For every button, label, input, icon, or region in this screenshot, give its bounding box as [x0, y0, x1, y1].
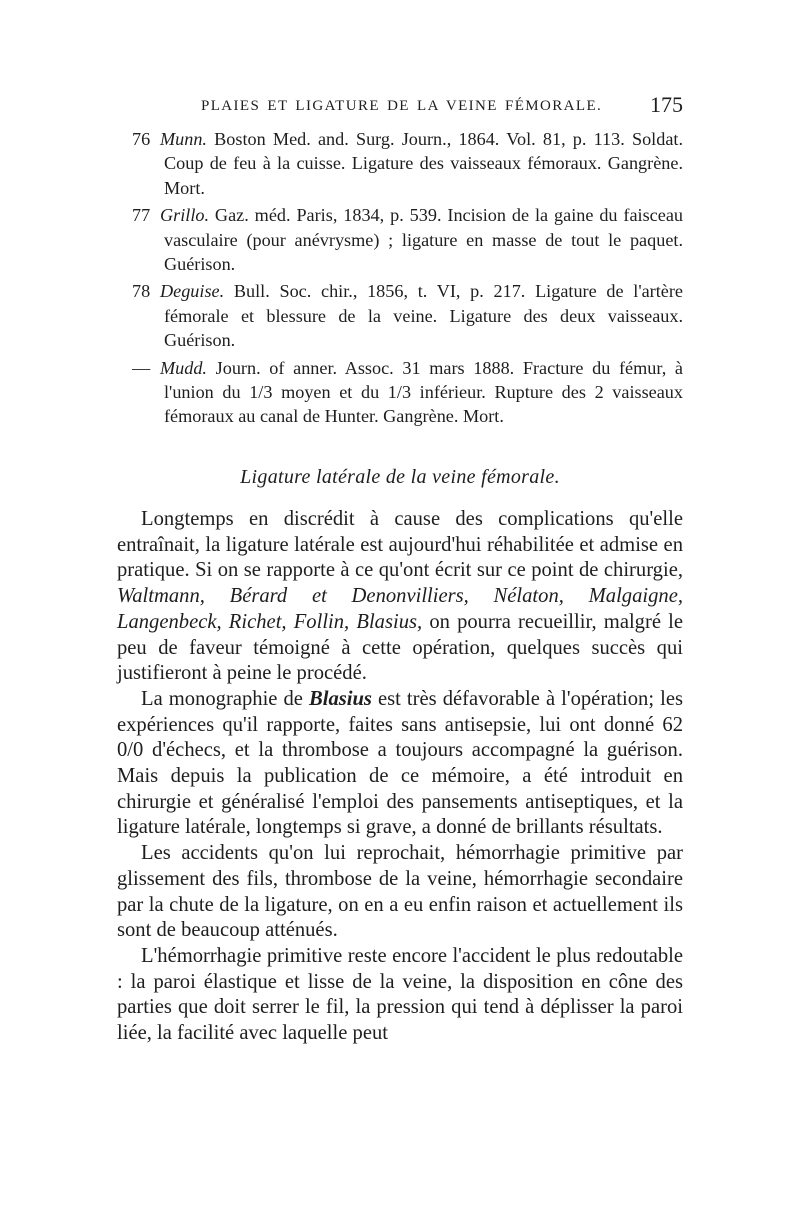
case-list — [117, 127, 683, 432]
case-number: 76 — [132, 129, 151, 149]
body-text — [117, 507, 683, 1047]
case-text: Boston Med. and. Surg. Journ., 1864. Vol. 81, p. 113. Soldat. Coup de feu à la cuisse. Ligature des vaisseaux fémoraux. Gangrène. Mort. — [164, 129, 683, 198]
case-number: 77 — [132, 205, 151, 226]
case-text: Journ. of anner. Assoc. 31 mars 1888. Fracture du fémur, à l'union du 1/3 moyen et du 1/3 inférieur. Rupture des 2 vaisseaux fémoraux au canal de Hunter. Gangrène. Mort. — [164, 357, 683, 427]
paragraph-text: est très défavorable à l'opération; les expériences qu'il rapporte, faites sans antisepsie, lui ont donné 62 0/0 d'échecs, et la thrombose a toujours accompagné la guérison. Mais depuis la publication de ce mémoire, a été introduit en chirurgie et généralisé l'emploi des pansements antiseptiques, et la ligature latérale, longtemps si grave, a donné de brillants résultats. — [117, 687, 683, 839]
case-entry — [117, 279, 683, 352]
case-number: 78 — [132, 281, 151, 302]
case-text: Bull. Soc. chir., 1856, t. VI, p. 217. Ligature de l'artère fémorale et blessure de la veine. Ligature des deux vaisseaux. Guérison. — [164, 281, 683, 351]
paragraph: Les accidents qu'on lui reprochait, hémorrhagie primitive par glissement des fils, thrombose de la veine, hémorrhagie secondaire par la chute de la ligature, on en a eu enfin raison et actuellement ils sont de beaucoup atténués. — [117, 842, 683, 942]
case-number: — — [132, 357, 151, 378]
paragraph-text: La monographie de — [141, 687, 309, 710]
case-entry — [117, 203, 683, 276]
case-entry — [117, 127, 683, 200]
case-author: Grillo. — [160, 205, 210, 226]
section-title: Ligature latérale de la veine fémorale. — [240, 466, 560, 488]
case-text: Gaz. méd. Paris, 1834, p. 539. Incision de la gaine du faisceau vasculaire (pour anévrysme) ; ligature en masse de tout le paquet. Guérison. — [164, 205, 683, 275]
page-header — [117, 90, 683, 120]
page-number: 175 — [650, 92, 683, 117]
case-author: Deguise. — [160, 281, 225, 302]
cited-author: Blasius — [308, 687, 372, 710]
paragraph — [117, 687, 683, 841]
paragraph: L'hémorrhagie primitive reste encore l'accident le plus redoutable : la paroi élastique et lisse de la veine, la disposition en cône des parties que doit serrer le fil, la pression qui tend à déplisser la paroi liée, la facilité avec laquelle peut — [117, 944, 683, 1045]
paragraph — [117, 507, 683, 687]
cited-authors: Waltmann, Bérard et Denonvilliers, Nélaton, Malgaigne, Langenbeck, Richet, Follin, Blasius, — [117, 585, 683, 633]
running-title: PLAIES ET LIGATURE DE LA VEINE FÉMORALE. — [201, 98, 603, 114]
paragraph-text: Longtemps en discrédit à cause des complications qu'elle entraînait, la ligature latérale est aujourd'hui réhabilitée et admise en pratique. Si on se rapporte à ce qu'ont écrit sur ce point de chirurgie, — [117, 508, 683, 582]
case-author: Munn. — [160, 129, 207, 149]
paragraph-text: on pourra recueillir, malgré le peu de faveur témoigné à cette opération, quelques succès qui justifieront à peine le procédé. — [117, 610, 684, 685]
case-author: Mudd. — [160, 357, 207, 378]
case-entry — [117, 356, 683, 429]
